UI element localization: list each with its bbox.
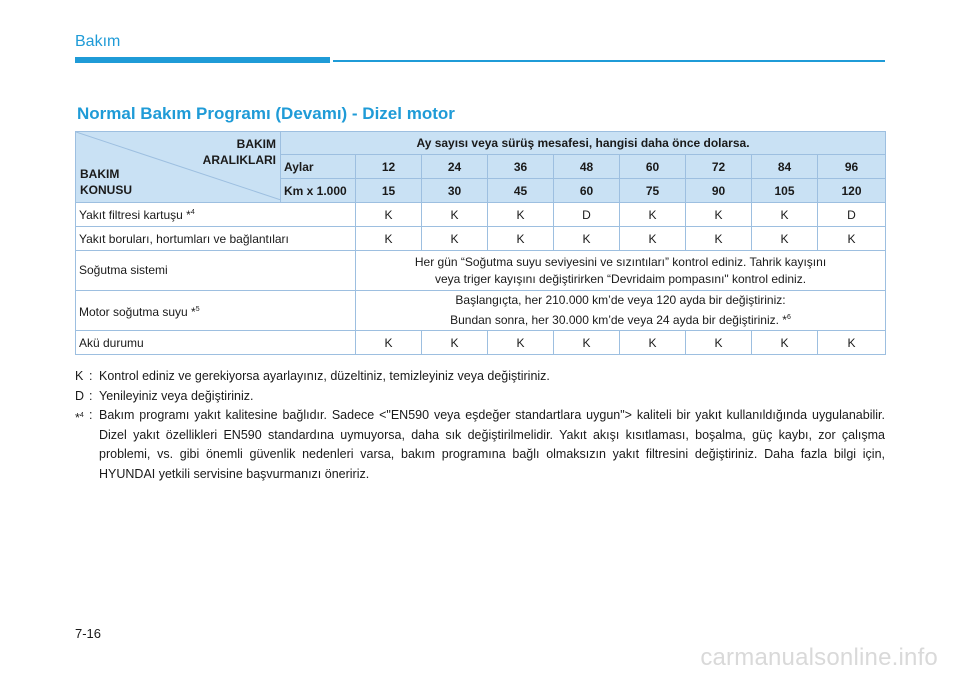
month-cell: 12 [356,155,422,179]
corner-top-line2: ARALIKLARI [202,153,276,167]
note-text: Yenileyiniz veya değiştiriniz. [99,388,254,403]
month-cell: 96 [818,155,886,179]
footnote-marker: 5 [195,305,200,313]
row-label: Yakıt boruları, hortumları ve bağlantıları [76,227,356,251]
schedule-cell: K [554,331,620,355]
table-row [76,203,886,227]
schedule-cell: D [554,203,620,227]
schedule-cell: K [356,227,422,251]
table-header-row [76,132,886,155]
km-label: Km x 1.000 [281,179,356,203]
table-heading: Normal Bakım Programı (Devamı) - Dizel motor [77,104,455,123]
interval-span-header: Ay sayısı veya sürüş mesafesi, hangisi daha önce dolarsa. [281,132,886,155]
km-cell: 15 [356,179,422,203]
note-text: Bakım programı yakıt kalitesine bağlıdır. Sadece <"EN590 veya eşdeğer standartlara uygun"> kaliteli bir yakıt kullanıldığında uygulanabilir. Dizel yakıt özellikleri EN590 standardına uymuyorsa, daha sık değiştirilmelidir. Yakıt akışı kısıtlaması, boşalma, güç kaybı, zor çalışma problemi, vs. gibi önemli güvenlik nedenleri varsa, bakım programına bağlı olmaksızın yakıt filtresini değiştiriniz. Daha fazla bilgi için, HYUNDAI yetkili servisine başvurmanızı öneririz. [99,408,885,481]
schedule-cell: K [686,227,752,251]
corner-top-line1: BAKIM [236,137,276,151]
note-key: K [75,369,84,383]
instruction-line: veya triger kayışını değiştirirken “Devridaim pompasını" kontrol ediniz. [434,271,807,286]
instruction-cell [356,251,886,291]
header-rule-thin [333,60,885,62]
note-key [75,406,89,484]
schedule-cell: K [422,331,488,355]
legend-notes [75,367,885,484]
row-label: Akü durumu [76,331,356,355]
instruction-cell [356,291,886,331]
row-label: Soğutma sistemi [76,251,356,291]
watermark: carmanualsonline.info [700,644,938,671]
instruction-line [359,309,882,329]
table-row [76,291,886,331]
schedule-cell: K [554,227,620,251]
corner-subject-label [80,166,132,198]
page-number: 7-16 [75,626,102,641]
footnote-marker: 4 [190,208,195,216]
note-key: D [75,388,85,403]
corner-intervals-label [203,136,276,168]
schedule-cell: K [422,227,488,251]
corner-bottom-line1: BAKIM [80,167,120,181]
row-label-text: Motor soğutma suyu * [79,304,196,319]
maintenance-schedule-table [75,131,886,355]
month-cell: 24 [422,155,488,179]
schedule-cell: K [686,331,752,355]
schedule-cell: K [752,203,818,227]
table-row [76,251,886,291]
note-key-text: * [75,411,80,426]
schedule-cell: K [620,227,686,251]
table-row [76,331,886,355]
km-cell: 30 [422,179,488,203]
schedule-cell: K [422,203,488,227]
note-item [75,387,885,407]
schedule-cell: K [488,203,554,227]
instruction-line: Her gün “Soğutma suyu seviyesini ve sızıntıları” kontrol ediniz. Tahrik kayışını [414,254,827,269]
header-rule-thick [75,57,330,63]
schedule-cell: K [686,203,752,227]
km-cell: 75 [620,179,686,203]
month-cell: 36 [488,155,554,179]
note-separator: : [89,388,93,403]
km-cell: 90 [686,179,752,203]
schedule-cell: K [752,227,818,251]
corner-header-cell [76,132,281,203]
note-separator: : [89,369,93,383]
month-cell: 72 [686,155,752,179]
schedule-cell: K [356,203,422,227]
km-cell: 45 [488,179,554,203]
row-label [76,203,356,227]
footnote-marker: 4 [79,412,84,419]
footnote-marker: 6 [786,314,791,321]
month-cell: 48 [554,155,620,179]
row-label-text: Yakıt filtresi kartuşu * [79,207,191,222]
schedule-cell: K [620,331,686,355]
schedule-cell: K [818,331,886,355]
corner-bottom-line2: KONUSU [80,183,133,197]
schedule-cell: K [752,331,818,355]
row-label [76,291,356,331]
table-row [76,227,886,251]
schedule-cell: K [356,331,422,355]
schedule-cell: K [620,203,686,227]
km-cell: 60 [554,179,620,203]
schedule-cell: K [488,331,554,355]
km-cell: 120 [818,179,886,203]
note-item [75,406,885,484]
note-text: Kontrol ediniz ve gerekiyorsa ayarlayınız, düzeltiniz, temizleyiniz veya değiştiriniz. [99,369,550,383]
section-title: Bakım [75,33,121,50]
instruction-line-text: Bundan sonra, her 30.000 km’de veya 24 ayda bir değiştiriniz. * [450,313,787,327]
months-label: Aylar [281,155,356,179]
month-cell: 84 [752,155,818,179]
note-separator: : [89,408,93,422]
km-cell: 105 [752,179,818,203]
schedule-cell: K [818,227,886,251]
schedule-cell: D [818,203,886,227]
note-item [75,367,885,387]
instruction-line: Başlangıçta, her 210.000 km’de veya 120 ayda bir değiştiriniz: [455,293,786,307]
month-cell: 60 [620,155,686,179]
schedule-cell: K [488,227,554,251]
